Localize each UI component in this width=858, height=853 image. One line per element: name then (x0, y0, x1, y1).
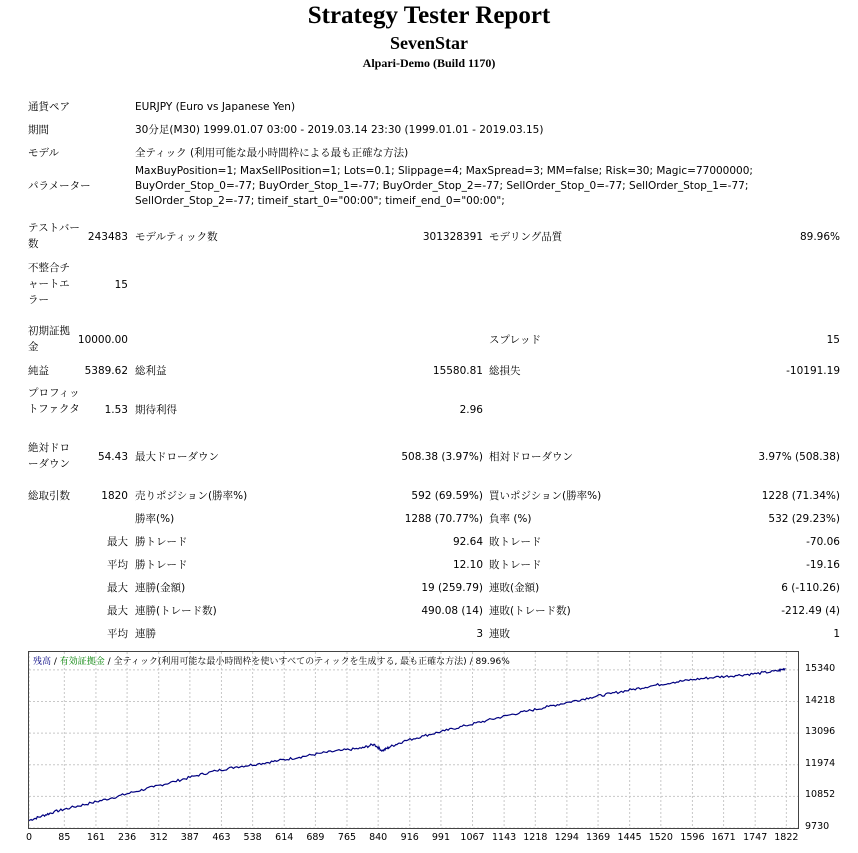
max-loss-trade-value: -70.06 (806, 536, 840, 548)
pair-label: 通貨ペア (28, 101, 70, 113)
x-tick-label: 1218 (523, 832, 548, 843)
abs-drawdown-label: 絶対ドローダウン (28, 442, 70, 470)
y-tick-label: 14218 (805, 694, 836, 706)
x-tick-label: 1520 (648, 832, 673, 843)
balance-line (29, 669, 786, 821)
consec-loss-count-label: 連敗(トレード数) (489, 605, 571, 617)
model-value: 全ティック (利用可能な最小時間枠による最も正確な方法) (135, 147, 409, 159)
short-positions-label: 売りポジション(勝率%) (135, 490, 248, 502)
avg-label-2: 平均 (107, 628, 128, 640)
x-tick-label: 1596 (680, 832, 705, 843)
max-label-2: 最大 (107, 582, 128, 594)
y-tick-label: 10852 (805, 789, 836, 801)
long-positions-value: 1228 (71.34%) (761, 490, 840, 502)
x-tick-label: 1445 (617, 832, 642, 843)
quality-value: 89.96% (799, 231, 840, 243)
x-tick-label: 161 (86, 832, 105, 843)
consec-win-amount-value: 19 (259.79) (421, 582, 483, 594)
ea-name: SevenStar (390, 33, 468, 53)
balance-chart (28, 651, 799, 829)
x-tick-label: 463 (212, 832, 231, 843)
server-build: Alpari-Demo (Build 1170) (362, 56, 496, 70)
x-tick-label: 1143 (492, 832, 517, 843)
consec-loss-amount-label: 連敗(金額) (489, 582, 540, 594)
x-tick-label: 614 (275, 832, 294, 843)
avg-win-trade-value: 12.10 (452, 559, 483, 571)
abs-drawdown-value: 54.43 (97, 451, 128, 463)
gross-loss-label: 総損失 (489, 365, 521, 377)
avg-loss-trade-value: -19.16 (806, 559, 840, 571)
deposit-label: 初期証拠金 (28, 325, 70, 353)
x-tick-label: 1294 (554, 832, 579, 843)
mismatch-value: 15 (114, 279, 128, 291)
x-tick-label: 916 (400, 832, 419, 843)
loss-rate-label: 負率 (%) (489, 513, 532, 525)
period-label: 期間 (28, 124, 49, 136)
model-label: モデル (28, 147, 59, 159)
bars-value: 243483 (87, 231, 128, 243)
avg-loss-trade-label: 敗トレード (489, 559, 542, 571)
max-label-3: 最大 (107, 605, 128, 617)
rel-drawdown-label: 相対ドローダウン (489, 451, 573, 463)
avg-consec-loss-value: 1 (833, 628, 840, 640)
expected-payoff-label: 期待利得 (135, 404, 177, 416)
legend-equity: 有効証拠金 (59, 657, 105, 667)
chart-legend (33, 654, 510, 667)
x-tick-label: 765 (337, 832, 357, 843)
avg-consec-loss-label: 連敗 (489, 628, 510, 640)
profit-factor-value: 1.53 (104, 404, 128, 416)
win-rate-label: 勝率(%) (135, 513, 175, 525)
gross-profit-label: 総利益 (135, 365, 167, 377)
x-tick-label: 1369 (585, 832, 611, 843)
quality-label: モデリング品質 (489, 231, 563, 243)
legend-model: 全ティック(利用可能な最小時間枠を使いすべてのティックを生成する, 最も正確な方法) (113, 657, 467, 667)
x-tick-label: 689 (306, 832, 325, 843)
max-win-trade-value: 92.64 (452, 536, 483, 548)
total-trades-label: 総取引数 (28, 490, 70, 502)
max-win-trade-label: 勝トレード (135, 536, 188, 548)
avg-consec-win-value: 3 (476, 628, 483, 640)
max-drawdown-value: 508.38 (3.97%) (401, 451, 483, 463)
x-tick-label: 840 (369, 832, 388, 843)
loss-rate-value: 532 (29.23%) (768, 513, 840, 525)
mismatch-label: 不整合チャートエラー (28, 262, 70, 306)
legend-sep-3: / (466, 657, 476, 667)
x-tick-label: 236 (118, 832, 137, 843)
legend-balance: 残高 (33, 657, 52, 667)
x-tick-label: 991 (431, 832, 450, 843)
y-tick-label: 13096 (805, 726, 836, 738)
x-tick-label: 1671 (711, 832, 736, 843)
pair-value: EURJPY (Euro vs Japanese Yen) (135, 101, 296, 113)
consec-win-amount-label: 連勝(金額) (135, 582, 186, 594)
net-profit-value: 5389.62 (84, 365, 128, 377)
x-tick-label: 387 (180, 832, 199, 843)
x-tick-label: 312 (149, 832, 168, 843)
avg-label: 平均 (107, 559, 128, 571)
gross-profit-value: 15580.81 (432, 365, 483, 377)
params-value: MaxBuyPosition=1; MaxSellPosition=1; Lots=0.1; Slippage=4; MaxSpread=3; MM=false; Risk=30; Magic=77000000; BuyOrder_Stop_0=-77; BuyOrder_Stop_1=-77; BuyOrder_Stop_2=-77; SellOrder_Stop_0=-77; SellOrder_Stop_1=-77; SellOrder_Stop_2=-77; timeif_start_0="00:00"; timeif_end_0="00:00"; (135, 165, 753, 207)
net-profit-label: 純益 (28, 365, 49, 377)
spread-value: 15 (826, 334, 840, 346)
legend-sep-1: / (51, 657, 60, 667)
deposit-value: 10000.00 (77, 334, 128, 346)
balance-chart-plot (29, 652, 798, 828)
max-loss-trade-label: 敗トレード (489, 536, 542, 548)
consec-loss-count-value: -212.49 (4) (781, 605, 840, 617)
ticks-label: モデルティック数 (135, 231, 218, 243)
rel-drawdown-value: 3.97% (508.38) (758, 451, 840, 463)
max-drawdown-label: 最大ドローダウン (135, 451, 219, 463)
spread-label: スプレッド (489, 334, 541, 346)
report-title: Strategy Tester Report (307, 2, 551, 29)
consec-loss-amount-value: 6 (-110.26) (781, 582, 840, 594)
gross-loss-value: -10191.19 (786, 365, 840, 377)
consec-win-count-value: 490.08 (14) (421, 605, 483, 617)
y-tick-label: 9730 (805, 821, 830, 832)
avg-win-trade-label: 勝トレード (135, 559, 188, 571)
x-tick-label: 0 (25, 832, 33, 843)
profit-factor-label: プロフィットファクタ (28, 387, 80, 415)
y-tick-label: 11974 (805, 757, 836, 769)
period-value: 30分足(M30) 1999.01.07 03:00 - 2019.03.14 23:30 (1999.01.01 - 2019.03.15) (135, 124, 544, 136)
x-tick-label: 538 (243, 832, 262, 843)
consec-win-count-label: 連勝(トレード数) (135, 605, 217, 617)
long-positions-label: 買いポジション(勝率%) (489, 490, 602, 502)
params-label: パラメーター (28, 180, 91, 192)
max-label: 最大 (107, 536, 128, 548)
y-tick-label: 15340 (805, 662, 836, 674)
short-positions-value: 592 (69.59%) (411, 490, 483, 502)
ticks-value: 301328391 (422, 231, 483, 243)
expected-payoff-value: 2.96 (459, 404, 483, 416)
legend-quality: 89.96% (475, 657, 510, 667)
bars-label: テストバー数 (28, 222, 80, 250)
total-trades-value: 1820 (101, 490, 128, 502)
x-tick-label: 85 (58, 832, 71, 843)
x-tick-label: 1747 (743, 832, 768, 843)
legend-sep-2: / (104, 657, 114, 667)
avg-consec-win-label: 連勝 (135, 628, 156, 640)
x-tick-label: 1822 (774, 832, 799, 843)
x-tick-label: 1067 (460, 832, 485, 843)
win-rate-value: 1288 (70.77%) (404, 513, 483, 525)
